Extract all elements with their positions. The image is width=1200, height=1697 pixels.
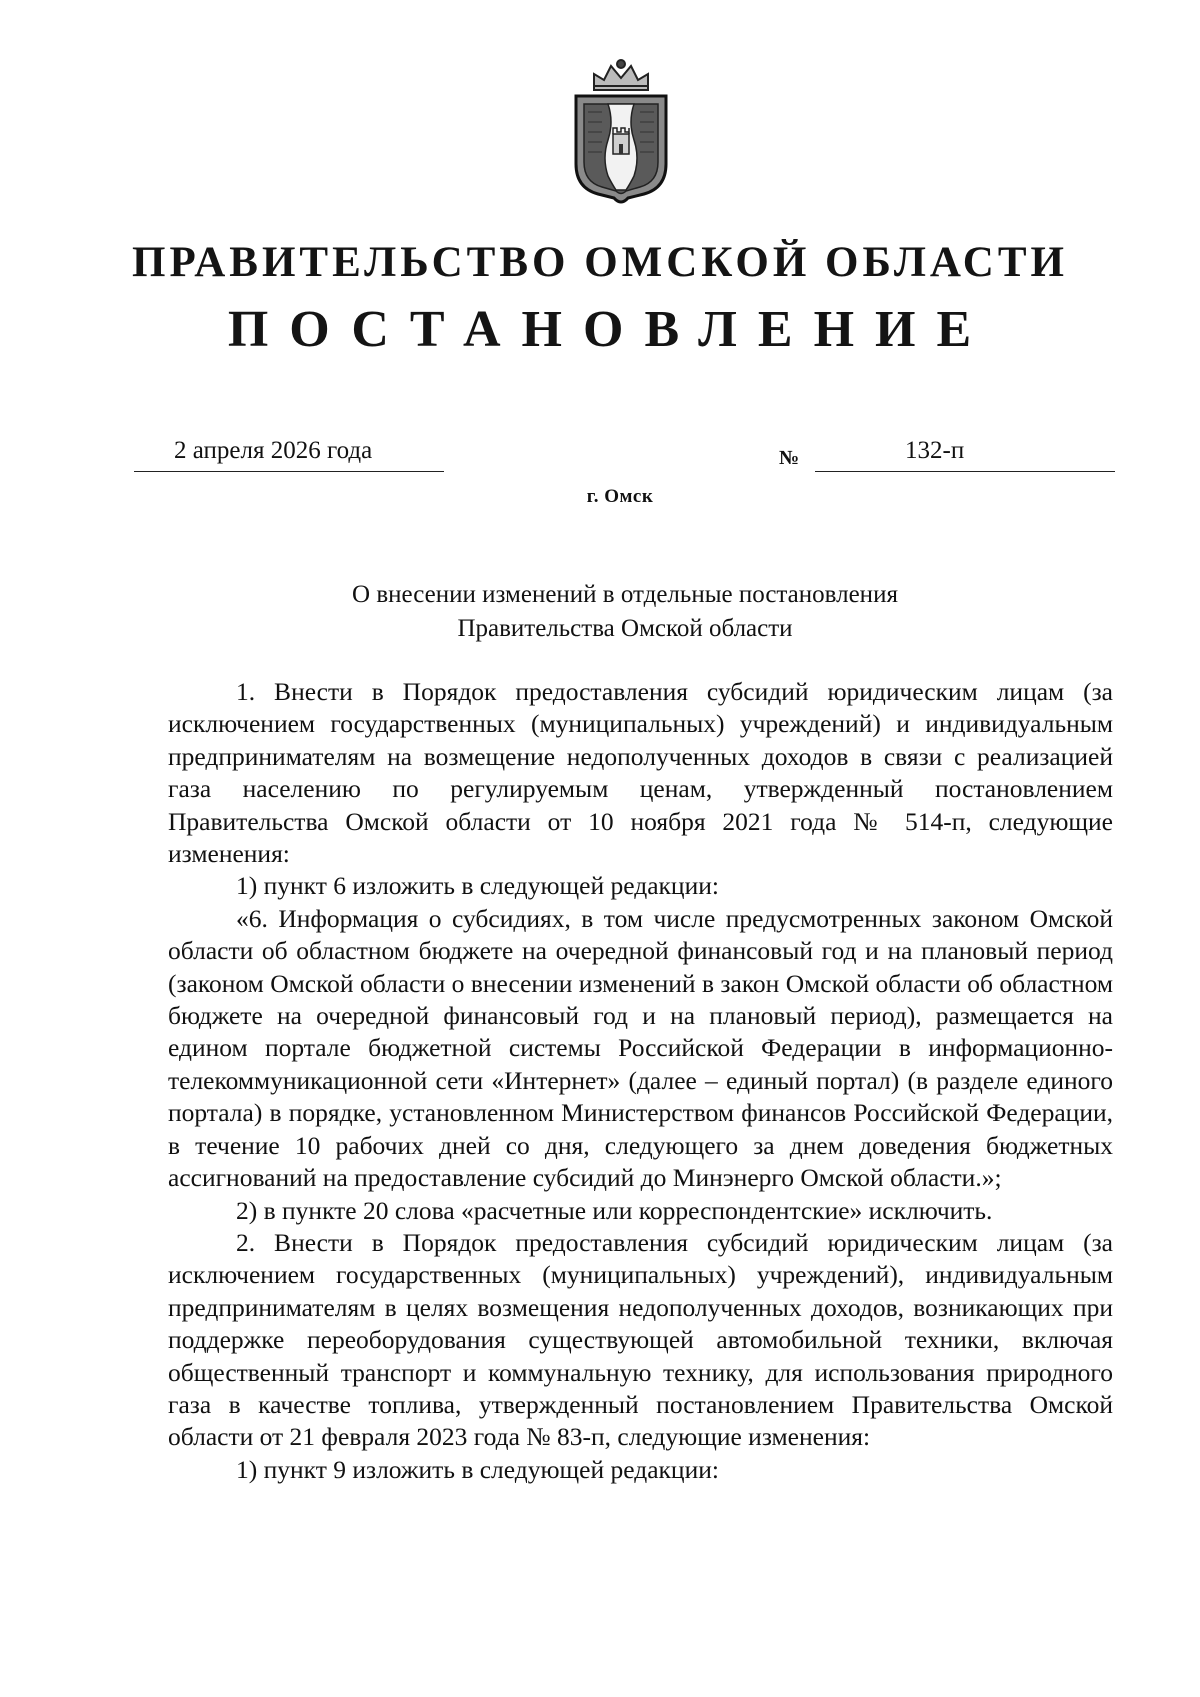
body-paragraph: 1) пункт 9 изложить в следующей редакции: (236, 1454, 719, 1484)
city-label: г. Омск (586, 486, 654, 507)
body-paragraph: «6. Информация о субсидиях, в том числе предусмотренных законом Омской области об областном бюджете на очередной финансовый год и на плановый период (законом Омской области о внесении изменений в закон Омской области об областном бюджете на очередной финансовый год и на плановый период), размещается на едином портале бюджетной системы Российской Федерации в информационно-телекоммуникационной сети «Интернет» (далее – единый портал) (в разделе единого портала) в порядке, установленном Министерством финансов Российской Федерации, в течение 10 рабочих дней со дня, следующего за днем доведения бюджетных ассигнований на предоставление субсидий до Минэнерго Омской области.»; (168, 903, 1113, 1193)
subject-line-2: Правительства Омской области (457, 615, 793, 642)
document-body (168, 676, 1113, 1486)
number-field (815, 437, 1115, 472)
body-paragraph: 1. Внести в Порядок предоставления субсидий юридическим лицам (за исключением государственных (муниципальных) учреждений) и индивидуальным предпринимателям на возмещение недополученных доходов в связи с реализацией газа населению по регулируемым ценам, утвержденный постановлением Правительства Омской области от 10 ноября 2021 года № 514-п, следующие изменения: (168, 677, 1113, 869)
omsk-coat-of-arms-icon (564, 56, 678, 206)
date-field (134, 437, 444, 472)
body-paragraph: 2. Внести в Порядок предоставления субсидий юридическим лицам (за исключением государственных (муниципальных) учреждений), индивидуальным предпринимателям в целях возмещения недополученных доходов, возникающих при поддержке переоборудования существующей автомобильной техники, включая общественный транспорт и коммунальную технику, для использования природного газа в качестве топлива, утвержденный постановлением Правительства Омской области от 21 февраля 2023 года № 83-п, следующие изменения: (168, 1227, 1113, 1452)
body-paragraph: 1) пункт 6 изложить в следующей редакции: (236, 871, 719, 901)
document-date: 2 апреля 2026 года (174, 437, 373, 464)
subject-line-1: О внесении изменений в отдельные постановления (352, 581, 898, 608)
document-type-heading: ПОСТАНОВЛЕНИЕ (227, 301, 993, 358)
organization-title: ПРАВИТЕЛЬСТВО ОМСКОЙ ОБЛАСТИ (132, 239, 1068, 286)
body-paragraph: 2) в пункте 20 слова «расчетные или корреспондентские» исключить. (236, 1195, 993, 1225)
number-sign: № (779, 447, 800, 469)
document-subject (0, 578, 1200, 646)
document-number: 132-п (905, 437, 965, 464)
